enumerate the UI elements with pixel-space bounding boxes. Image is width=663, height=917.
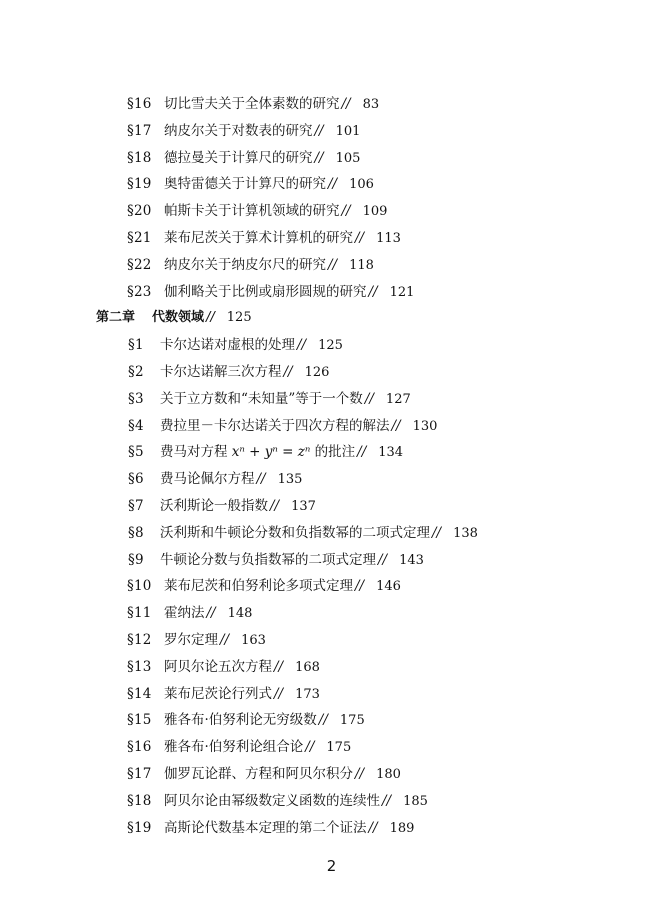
page-reference: 125 [226,310,252,326]
page-reference: 189 [389,820,415,836]
separator-slash: // [256,471,266,488]
entry-title: 雅各布·伯努利论无穷级数 [164,712,317,729]
section-number: §16 [127,739,152,756]
entry-text [160,359,329,387]
entry-title: 伽罗瓦论群、方程和阿贝尔积分 [164,765,353,782]
page-reference: 173 [295,686,320,702]
entry-text [164,118,360,146]
separator-slash: // [368,819,378,836]
toc-entry [0,386,663,413]
page-reference: 135 [277,472,303,488]
entry-text [164,145,360,173]
page-reference: 175 [339,713,365,729]
entry-title: 沃利斯论一般指数 [160,497,268,514]
toc-entry [0,707,663,734]
section-number: §16 [127,96,152,112]
separator-slash: // [341,203,351,220]
entry-title: 霍纳法 [164,605,205,622]
page-reference: 118 [349,257,374,273]
section-number: §1 [128,337,144,354]
separator-slash: // [368,283,378,300]
section-number: §2 [128,363,144,380]
entry-title: 高斯论代数基本定理的第二个证法 [164,819,367,836]
separator-slash: // [341,96,351,112]
section-number: §8 [128,524,144,541]
section-number: §6 [128,471,144,488]
page-reference: 168 [295,659,320,675]
section-number: §13 [127,658,152,675]
section-number: §19 [127,819,152,836]
entry-text [164,707,365,735]
section-number: §21 [127,229,152,246]
separator-slash: // [220,631,230,648]
page-reference: 134 [378,445,404,461]
chapter-heading [0,305,663,332]
toc-entry [0,279,663,306]
entry-title: 莱布尼茨和伯努利论多项式定理 [164,578,353,595]
section-number: §15 [127,712,152,729]
page-reference: 130 [412,418,438,434]
entry-title: 卡尔达诺对虚根的处理 [160,337,295,354]
section-number: §4 [128,417,144,434]
toc-entry [0,734,663,761]
section-number: §12 [127,631,152,648]
toc-entry [0,145,663,172]
entry-text [164,761,401,789]
entry-text [160,493,316,521]
separator-slash: // [297,337,307,354]
section-number: §9 [128,551,144,568]
separator-slash: // [274,685,284,702]
entry-text [160,386,411,414]
entry-title: 雅各布·伯努利论组合论 [164,739,304,756]
separator-slash: // [357,444,367,461]
entry-title: 关于立方数和“未知量”等于一个数 [160,390,363,407]
toc-entry [0,171,663,198]
separator-slash: // [274,658,284,675]
toc-entry [0,815,663,842]
entry-title: 纳皮尔关于纳皮尔尺的研究 [164,256,326,273]
section-number: §18 [127,149,152,166]
entry-text [160,520,478,548]
separator-slash: // [206,310,215,326]
separator-slash: // [328,176,338,193]
entry-title: 阿贝尔论由幂级数定义函数的连续性 [164,792,380,809]
page-number: 2 [326,857,337,875]
toc-entry [0,91,663,118]
page-reference: 163 [241,632,266,648]
page-reference: 121 [389,284,415,300]
toc-entry [0,788,663,815]
entry-text [164,279,414,307]
entry-title: 莱布尼茨论行列式 [164,685,272,702]
separator-slash: // [314,149,324,166]
entry-title: 莱布尼茨关于算术计算机的研究 [164,229,353,246]
toc-entry [0,359,663,386]
separator-slash: // [318,712,328,729]
toc-entry [0,600,663,627]
page-reference: 101 [335,123,361,139]
separator-slash: // [364,390,374,407]
toc-entry [0,252,663,279]
entry-title: 奥特雷德关于计算尺的研究 [164,176,326,193]
toc-entry [0,413,663,440]
entry-title: 罗尔定理 [164,631,218,648]
entry-title: 阿贝尔论五次方程 [164,658,272,675]
entry-title: 伽利略关于比例或扇形圆规的研究 [164,283,367,300]
section-number: §17 [127,765,152,782]
separator-slash: // [270,497,280,514]
separator-slash: // [378,551,388,568]
page-reference: 127 [385,391,411,407]
entry-text [164,252,374,280]
section-number: §22 [127,256,152,273]
entry-title-suffix: 的批注 [310,444,356,461]
section-number: §10 [127,578,152,595]
page-reference: 105 [335,150,361,166]
entry-text [164,815,414,843]
entry-title: 卡尔达诺解三次方程 [160,363,282,380]
section-number: §19 [127,176,152,193]
separator-slash: // [328,256,338,273]
section-number: §20 [127,203,152,220]
entry-title: 纳皮尔关于对数表的研究 [164,122,313,139]
entry-text [164,225,401,253]
toc-entry [0,225,663,252]
entry-text [160,439,403,467]
entry-title: 牛顿论分数与负指数幂的二项式定理 [160,551,376,568]
separator-slash: // [305,739,315,756]
section-number: §5 [128,444,144,461]
toc-entry [0,627,663,654]
separator-slash: // [355,229,365,246]
entry-text [164,627,266,655]
entry-title: 帕斯卡关于计算机领域的研究 [164,203,340,220]
toc-entry [0,681,663,708]
entry-title: 沃利斯和牛顿论分数和负指数幂的二项式定理 [160,524,430,541]
page-reference: 109 [362,204,388,220]
entry-text [160,332,343,360]
entry-text [164,573,401,601]
toc-entry [0,761,663,788]
entry-text [164,654,320,682]
separator-slash: // [314,122,324,139]
entry-text [164,681,320,709]
section-number: §3 [128,390,144,407]
entry-title: 费拉里－卡尔达诺关于四次方程的解法 [160,417,390,434]
toc-entry [0,198,663,225]
chapter-label: 第二章 [96,310,136,326]
page-reference: 125 [318,338,343,354]
entry-text [160,413,437,441]
separator-slash: // [206,605,216,622]
entry-title: 费马论佩尔方程 [160,471,255,488]
toc-entry [0,493,663,520]
toc-entry [0,520,663,547]
table-of-contents [0,91,663,841]
entry-text [164,734,351,762]
toc-entry [0,547,663,574]
page-reference: 137 [291,498,316,514]
section-number: §14 [127,685,152,702]
page-reference: 180 [376,766,401,782]
toc-entry [0,573,663,600]
entry-title: 切比雪夫关于全体素数的研究 [164,96,340,112]
entry-text [164,171,374,199]
page-reference: 113 [376,230,401,246]
entry-text [164,788,428,816]
entry-text [160,466,302,494]
chapter-title [152,305,252,332]
toc-entry [0,118,663,145]
entry-text [160,547,424,575]
separator-slash: // [355,765,365,782]
separator-slash: // [355,578,365,595]
chapter-title-text: 代数领域 [152,310,205,326]
equation: xⁿ + yⁿ = zⁿ [231,444,311,461]
page-reference: 146 [376,579,401,595]
toc-entry [0,466,663,493]
page-reference: 185 [403,793,428,809]
entry-title-prefix: 费马对方程 [160,444,228,461]
page-reference: 106 [349,177,374,193]
separator-slash: // [382,792,392,809]
page-reference: 143 [399,552,424,568]
entry-text [164,198,387,226]
page-reference: 148 [227,606,253,622]
page-reference: 138 [453,525,478,541]
section-number: §17 [127,122,152,139]
toc-entry [0,439,663,466]
toc-entry [0,654,663,681]
page-reference: 83 [362,97,380,112]
section-number: §7 [128,497,144,514]
section-number: §23 [127,283,152,300]
section-number: §11 [127,605,152,622]
entry-text [164,91,379,119]
page-reference: 175 [326,740,352,756]
page-reference: 126 [304,364,330,380]
toc-entry [0,332,663,359]
entry-title: 德拉曼关于计算尺的研究 [164,149,313,166]
separator-slash: // [432,524,442,541]
separator-slash: // [391,417,401,434]
entry-text [164,600,252,628]
separator-slash: // [283,363,293,380]
section-number: §18 [127,792,152,809]
